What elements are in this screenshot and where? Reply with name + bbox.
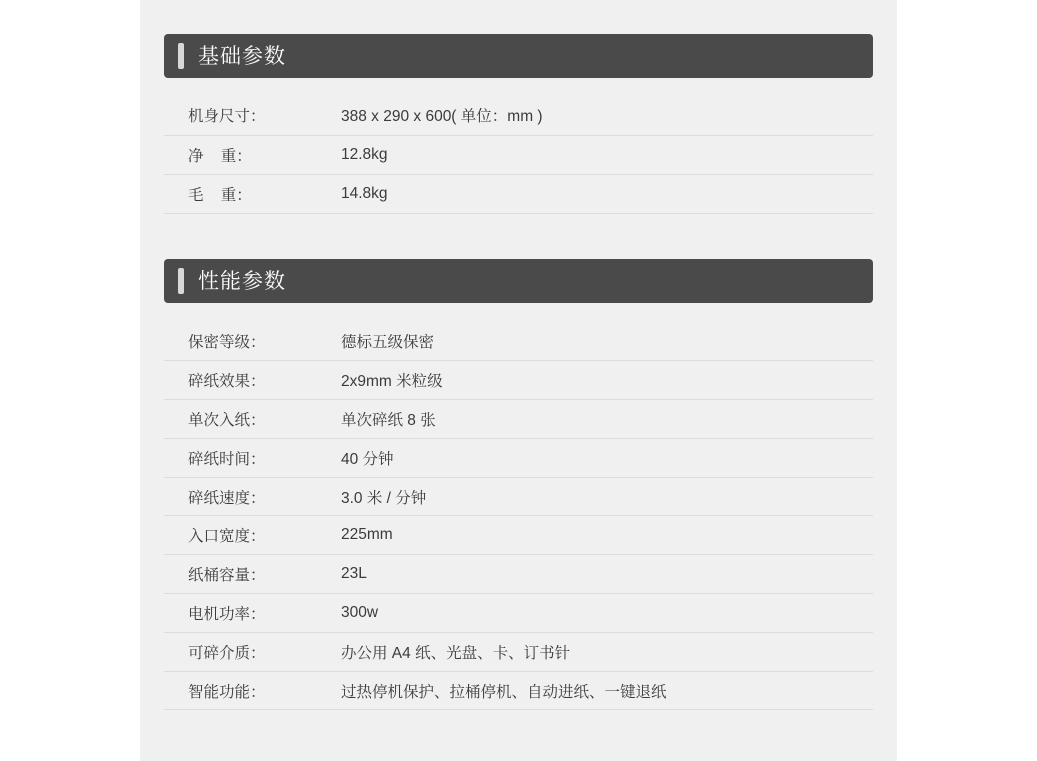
table-row: [164, 361, 873, 400]
spec-value: 单次碎纸 8 张: [333, 400, 873, 439]
spec-value: 办公用 A4 纸、光盘、卡、订书针: [333, 632, 873, 671]
table-row: [164, 594, 873, 633]
spec-label: 智能功能：: [164, 671, 333, 710]
spec-table-basic: [164, 96, 873, 214]
section-title-basic: 基础参数: [198, 44, 286, 68]
spec-label: 纸桶容量：: [164, 555, 333, 594]
spec-value: 12.8kg: [333, 135, 873, 174]
table-row: [164, 400, 873, 439]
spec-value: 225mm: [333, 516, 873, 555]
spec-value: 2x9mm 米粒级: [333, 361, 873, 400]
table-row: [164, 174, 873, 213]
spec-label: 入口宽度：: [164, 516, 333, 555]
section-basic-parameters: [140, 34, 897, 78]
accent-bar-icon: [178, 43, 184, 69]
section-performance-parameters: [140, 259, 897, 303]
accent-bar-icon: [178, 268, 184, 294]
spec-value: 388 x 290 x 600( 单位：mm ): [333, 96, 873, 135]
spec-label: 机身尺寸：: [164, 96, 333, 135]
table-row: [164, 322, 873, 361]
spec-value: 14.8kg: [333, 174, 873, 213]
performance-table-wrap: [140, 322, 897, 710]
content-inner: [140, 0, 897, 761]
section-header-performance: [164, 259, 873, 303]
table-row: [164, 555, 873, 594]
spec-value: 23L: [333, 555, 873, 594]
spec-label: 可碎介质：: [164, 632, 333, 671]
spec-label: 碎纸时间：: [164, 438, 333, 477]
spec-label: 碎纸效果：: [164, 361, 333, 400]
spec-label: 保密等级：: [164, 322, 333, 361]
table-row: [164, 477, 873, 516]
spec-value: 3.0 米 / 分钟: [333, 477, 873, 516]
spec-value: 40 分钟: [333, 438, 873, 477]
content-column: [140, 0, 897, 761]
basic-table-wrap: [140, 96, 897, 214]
spec-label: 毛 重：: [164, 174, 333, 213]
spec-value: 过热停机保护、拉桶停机、自动进纸、一键退纸: [333, 671, 873, 710]
table-row: [164, 96, 873, 135]
section-header-basic: [164, 34, 873, 78]
spec-value: 300w: [333, 594, 873, 633]
table-row: [164, 632, 873, 671]
table-row: [164, 438, 873, 477]
spec-label: 净 重：: [164, 135, 333, 174]
section-title-performance: 性能参数: [198, 269, 286, 293]
spec-label: 单次入纸：: [164, 400, 333, 439]
table-row: [164, 516, 873, 555]
spec-label: 电机功率：: [164, 594, 333, 633]
spec-table-performance: [164, 322, 873, 710]
spec-label: 碎纸速度：: [164, 477, 333, 516]
table-row: [164, 671, 873, 710]
spec-value: 德标五级保密: [333, 322, 873, 361]
table-row: [164, 135, 873, 174]
